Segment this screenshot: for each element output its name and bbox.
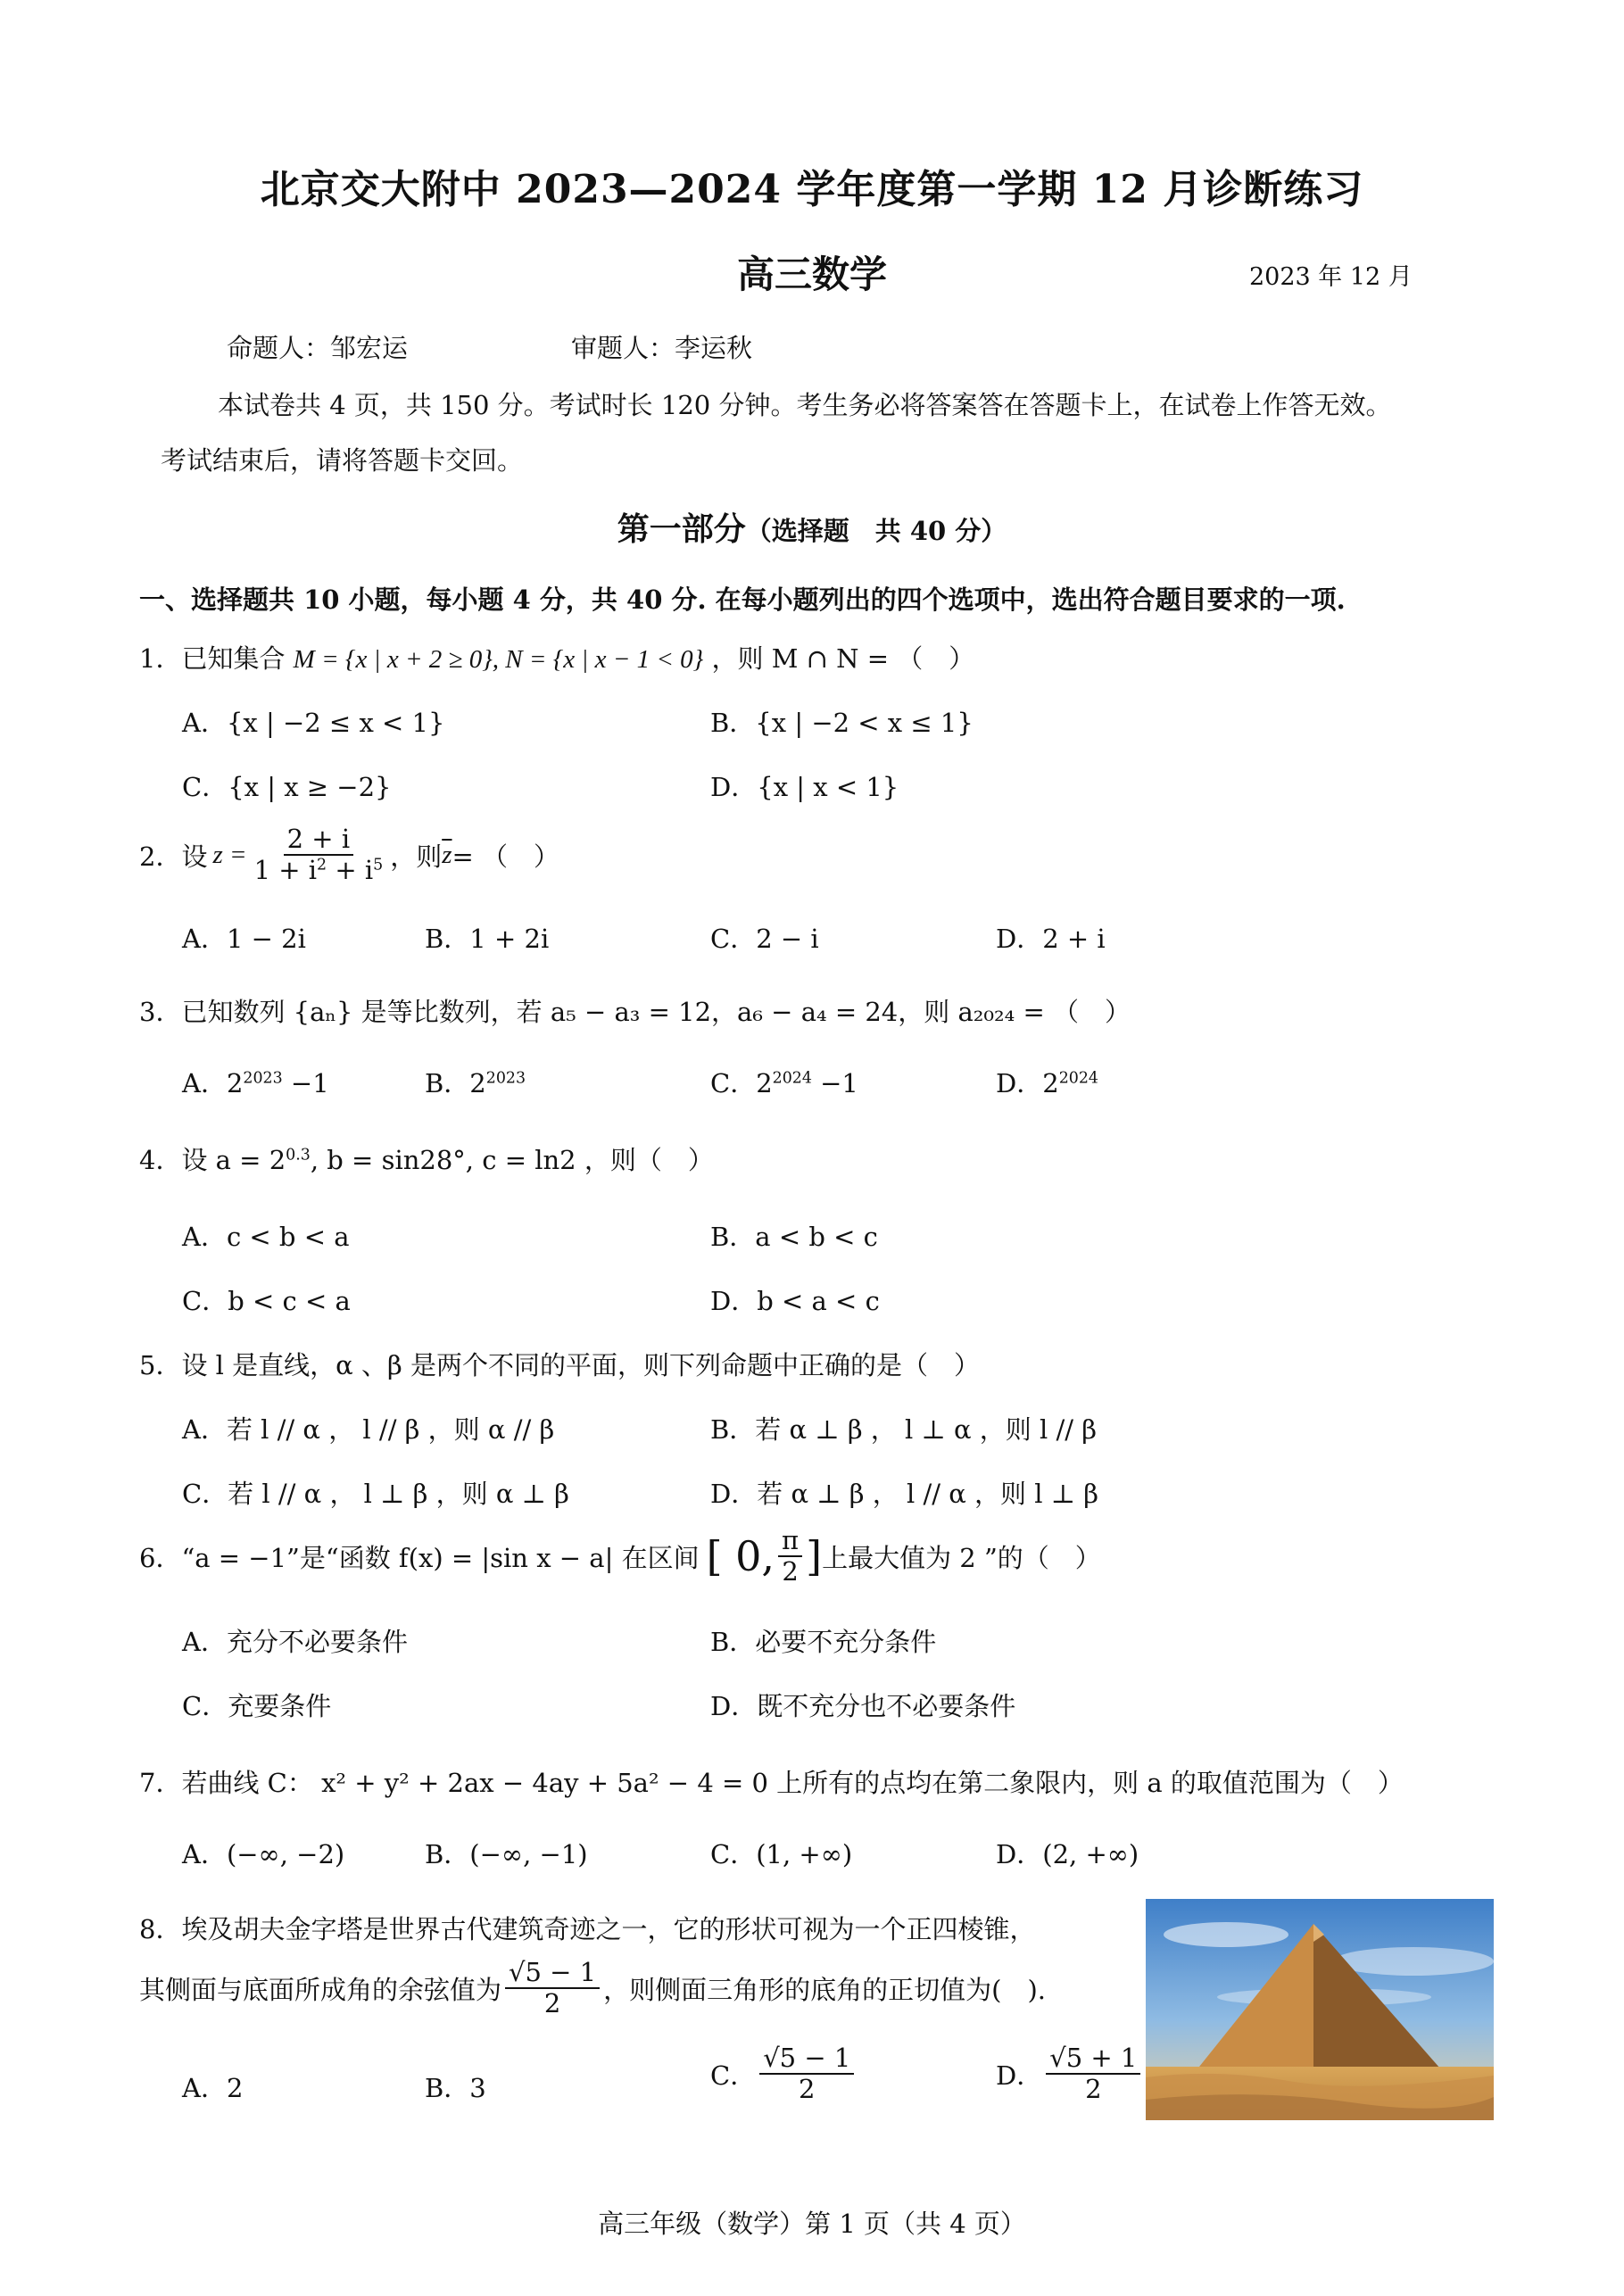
section-title-main: 第一部分 [617,510,746,548]
question-7-stem: 7．若曲线 C： x² + y² + 2ax − 4ay + 5a² − 4 = 0 上所有的点均在第二象限内，则 a 的取值范围为（ ） [139,1768,1404,1798]
q6-two: 2 [782,1556,799,1587]
q1-option-a: A．{x | −2 ≤ x < 1} [182,708,445,738]
question-5-stem: 5．设 l 是直线，α 、β 是两个不同的平面，则下列命题中正确的是（ ） [139,1350,980,1380]
q3-option-c [710,1064,858,1100]
q2-suffix: ，则 [390,841,443,872]
q8-d-label: D． [996,2060,1043,2091]
q5-option-b: B．若 α ⊥ β ， l ⊥ α ，则 l // β [710,1414,1098,1445]
q2-option-b: B．1 + 2i [425,924,550,954]
section-title-note: （选择题 共 40 分） [745,516,1007,546]
q1-option-b: B．{x | −2 < x ≤ 1} [710,708,974,738]
question-2-stem [139,825,559,886]
pyramid-photo [1146,1899,1494,2120]
question-4-stem [139,1140,714,1177]
q2-prefix: 2．设 [139,841,208,872]
q4-exp: 0.3 [286,1146,311,1165]
q6-option-a: A．充分不必要条件 [182,1627,408,1657]
q2-eq: = （ ） [452,841,560,872]
q2-zbar: $\overline{z}$ [442,840,452,869]
q2-option-c: C．2 − i [710,924,819,954]
q6-pi: π [778,1526,802,1557]
q5-option-a: A．若 l // α ， l // β ，则 α // β [182,1414,555,1445]
q4-option-c: C．b < c < a [182,1286,351,1316]
exam-subtitle: 高三数学 [736,253,887,296]
q8-option-d [996,2043,1144,2105]
q3-b-exp: 2023 [485,1069,526,1088]
question-8-line-2 [139,1958,1046,2019]
q8-line2-prefix: 其侧面与底面所成角的余弦值为 [139,1974,502,2005]
q3-a-tail: −1 [282,1068,329,1098]
q2-den-mid: + i [327,855,374,886]
q3-d-exp: 2024 [1058,1069,1098,1088]
q3-a-base: A．2 [182,1068,244,1098]
q7-option-d: D．(2, +∞) [996,1839,1139,1869]
q6-option-d: D．既不充分也不必要条件 [710,1691,1016,1721]
q4-option-b: B．a < b < c [710,1222,878,1252]
q1-prefix: 1．已知集合 [139,643,286,674]
q6-prefix: 6．“a = −1”是“函数 f(x) = |sin x − a| 在区间 [139,1542,700,1573]
q6-pi-over-2 [778,1526,802,1587]
q8-option-a: A．2 [182,2073,244,2103]
q4-option-d: D．b < a < c [710,1286,880,1316]
q8-c-label: C． [710,2060,757,2091]
q8-cos-fraction [505,1958,600,2019]
q8-c-num: √5 − 1 [759,2043,854,2075]
q7-option-b: B．(−∞, −1) [425,1839,588,1869]
q7-option-a: A．(−∞, −2) [182,1839,345,1869]
q2-numerator: 2 + i [284,825,353,856]
q8-c-den: 2 [799,2074,816,2105]
q8-d-den: 2 [1085,2074,1102,2105]
author: 命题人：邹宏运 [227,333,409,363]
q1-option-c: C．{x | x ≥ −2} [182,772,392,802]
q8-d-num: √5 + 1 [1046,2043,1140,2075]
q6-option-b: B．必要不充分条件 [710,1627,937,1657]
q3-option-b [425,1064,526,1100]
q3-d-base: D．2 [996,1068,1059,1098]
q8-d-fraction [1046,2043,1140,2105]
q2-denominator [251,856,387,885]
q4-option-a: A．c < b < a [182,1222,350,1252]
section-title [0,504,1624,550]
q6-option-c: C．充要条件 [182,1691,332,1721]
q3-option-d [996,1064,1098,1100]
q8-c-fraction [759,2043,854,2105]
q5-option-c: C．若 l // α ， l ⊥ β ，则 α ⊥ β [182,1479,569,1509]
q6-interval-open: [ 0, [706,1532,775,1581]
q2-den-exp1: 2 [317,856,327,874]
q4-prefix: 4．设 a = 2 [139,1145,286,1175]
q8-frac-den: 2 [543,1988,561,2019]
q6-interval-close: ] [806,1532,823,1581]
q3-c-tail: −1 [811,1068,858,1098]
question-6-stem [139,1526,1101,1587]
q3-a-exp: 2023 [243,1069,283,1088]
q4-rest: , b = sin28°, c = ln2 ，则（ ） [310,1145,714,1175]
q2-option-a: A．1 − 2i [182,924,306,954]
q3-b-base: B．2 [425,1068,486,1098]
question-8-line-1: 8．埃及胡夫金字塔是世界古代建筑奇迹之一，它的形状可视为一个正四棱锥， [139,1914,1036,1944]
notice-line-1: 本试卷共 4 页，共 150 分。考试时长 120 分钟。考生务必将答案答在答题卡上，在试卷上作答无效。 [218,390,1392,420]
reviewer: 审题人：李运秋 [571,333,753,363]
q8-frac-num: √5 − 1 [505,1958,600,1989]
question-1-stem [139,639,974,676]
q5-option-d: D．若 α ⊥ β ， l // α ，则 l ⊥ β [710,1479,1098,1509]
q6-suffix: 上最大值为 2 ”的（ ） [822,1542,1101,1573]
exam-title: 北京交大附中 2023—2024 学年度第一学期 12 月诊断练习 [260,167,1364,212]
q7-option-c: C．(1, +∞) [710,1839,853,1869]
q2-lhs: z = [212,840,247,869]
q1-suffix: ，则 M ∩ N = （ ） [711,643,975,674]
q3-option-a [182,1064,329,1100]
q3-c-base: C．2 [710,1068,773,1098]
q8-line2-suffix: ，则侧面三角形的底角的正切值为( ). [603,1974,1046,2005]
q2-den-exp2: 5 [373,856,384,874]
q8-option-c [710,2043,858,2105]
page-footer: 高三年级（数学）第 1 页（共 4 页） [598,2209,1026,2239]
question-3-stem: 3．已知数列 {aₙ} 是等比数列，若 a₅ − a₃ = 12，a₆ − a₄ = 24，则 a₂₀₂₄ = （ ） [139,997,1131,1027]
q3-c-exp: 2024 [772,1069,812,1088]
q1-option-d: D．{x | x < 1} [710,772,899,802]
q2-option-d: D．2 + i [996,924,1106,954]
section-instruction: 一、选择题共 10 小题，每小题 4 分，共 40 分. 在每小题列出的四个选项中，选出符合题目要求的一项. [139,584,1346,615]
exam-date: 2023 年 12 月 [1249,263,1413,291]
q8-option-b: B．3 [425,2073,486,2103]
q1-sets: M = {x | x + 2 ≥ 0}, N = {x | x − 1 < 0} [293,645,704,674]
q2-fraction [251,825,387,886]
q2-den-base: 1 + i [253,855,318,886]
pyramid-illustration [1146,1899,1494,2120]
notice-line-2: 考试结束后，请将答题卡交回。 [161,445,524,476]
